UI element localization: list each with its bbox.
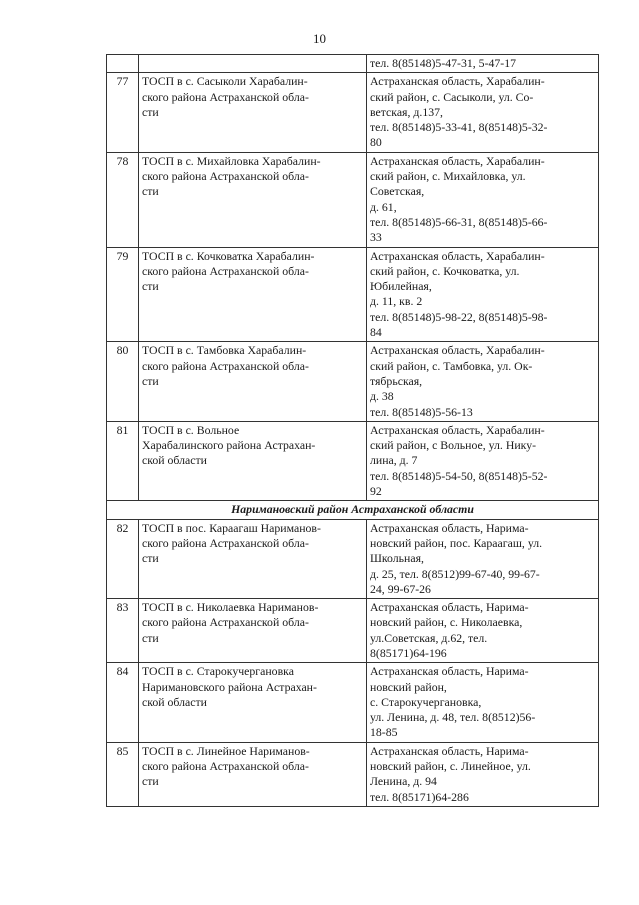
- name-line: сти: [142, 630, 159, 645]
- address-cell: [367, 342, 599, 421]
- address-cell: [367, 152, 599, 247]
- address-line: новский район, с. Линейное, ул.: [370, 759, 531, 774]
- address-line: д. 61,: [370, 199, 397, 214]
- address-line: д. 25, тел. 8(8512)99-67-40, 99-67-: [370, 566, 540, 581]
- name-cell: [139, 599, 367, 663]
- address-line: 80: [370, 135, 382, 150]
- table-row: [107, 663, 599, 742]
- address-line: Советская,: [370, 184, 425, 199]
- address-line: лина, д. 7: [370, 453, 418, 468]
- name-line: ТОСП в с. Кочковатка Харабалин-: [142, 248, 315, 263]
- name-line: ТОСП в с. Вольное: [142, 422, 240, 437]
- name-cell: [139, 152, 367, 247]
- number-cell: 77: [107, 73, 139, 152]
- address-line: ул. Ленина, д. 48, тел. 8(8512)56-: [370, 710, 536, 725]
- table-body-narimanov: [107, 519, 599, 806]
- page-number: 10: [313, 31, 326, 46]
- address-line: тел. 8(85171)64-286: [370, 789, 469, 804]
- table-row: [107, 73, 599, 152]
- address-cell: [367, 247, 599, 342]
- address-line: Астраханская область, Нарима-: [370, 743, 529, 758]
- section-row: [107, 501, 599, 519]
- name-line: ТОСП в с. Линейное Нариманов-: [142, 743, 310, 758]
- name-cell: [139, 519, 367, 598]
- address-line: д. 38: [370, 389, 394, 404]
- name-line: ского района Астраханской обла-: [142, 615, 309, 630]
- name-line: ского района Астраханской обла-: [142, 89, 309, 104]
- address-line: Астраханская область, Нарима-: [370, 600, 529, 615]
- name-line: ТОСП в с. Николаевка Нариманов-: [142, 600, 319, 615]
- address-line: д. 11, кв. 2: [370, 294, 423, 309]
- number-cell: 82: [107, 519, 139, 598]
- address-line: 92: [370, 484, 382, 499]
- table-row: [107, 742, 599, 806]
- address-line: 8(85171)64-196: [370, 645, 447, 660]
- name-line: ТОСП в пос. Караагаш Нариманов-: [142, 520, 321, 535]
- address-line: Астраханская область, Харабалин-: [370, 153, 545, 168]
- name-cell: [139, 342, 367, 421]
- number-cell: 81: [107, 421, 139, 500]
- address-line: 18-85: [370, 725, 398, 740]
- name-line: сти: [142, 184, 159, 199]
- address-line: ул.Советская, д.62, тел.: [370, 630, 488, 645]
- address-line: новский район, с. Николаевка,: [370, 615, 523, 630]
- number-cell: [107, 55, 139, 73]
- name-cell: [139, 742, 367, 806]
- number-cell: 79: [107, 247, 139, 342]
- name-line: ТОСП в с. Тамбовка Харабалин-: [142, 343, 307, 358]
- name-cell: [139, 663, 367, 742]
- name-line: ской области: [142, 694, 207, 709]
- name-line: сти: [142, 279, 159, 294]
- address-line: тел. 8(85148)5-47-31, 5-47-17: [370, 56, 517, 70]
- address-line: новский район,: [370, 679, 447, 694]
- address-line: Астраханская область, Нарима-: [370, 520, 529, 535]
- name-line: ского района Астраханской обла-: [142, 263, 309, 278]
- name-line: Харабалинского района Астрахан-: [142, 438, 316, 453]
- address-line: 84: [370, 325, 382, 340]
- name-line: Наримановского района Астрахан-: [142, 679, 317, 694]
- table-row: [107, 421, 599, 500]
- address-cell: [367, 73, 599, 152]
- table-row: [107, 342, 599, 421]
- name-cell: [139, 55, 367, 73]
- address-line: Астраханская область, Харабалин-: [370, 74, 545, 89]
- address-line: ветская, д.137,: [370, 104, 443, 119]
- address-cell: [367, 663, 599, 742]
- number-cell: 84: [107, 663, 139, 742]
- name-line: сти: [142, 373, 159, 388]
- number-cell: 80: [107, 342, 139, 421]
- address-line: Юбилейная,: [370, 279, 432, 294]
- address-line: тел. 8(85148)5-33-41, 8(85148)5-32-: [370, 120, 548, 135]
- address-line: Ленина, д. 94: [370, 774, 437, 789]
- address-cell: [367, 421, 599, 500]
- name-line: ТОСП в с. Старокучергановка: [142, 664, 294, 679]
- registry-table: [106, 54, 599, 807]
- address-line: Школьная,: [370, 551, 424, 566]
- table-row: [107, 519, 599, 598]
- address-line: ский район, с Вольное, ул. Нику-: [370, 438, 537, 453]
- name-cell: [139, 421, 367, 500]
- address-line: тел. 8(85148)5-66-31, 8(85148)5-66-: [370, 214, 548, 229]
- address-line: 33: [370, 230, 382, 245]
- name-line: ского района Астраханской обла-: [142, 169, 309, 184]
- address-cell: [367, 519, 599, 598]
- table-row: [107, 55, 599, 73]
- address-line: ский район, с. Тамбовка, ул. Ок-: [370, 358, 533, 373]
- name-cell: [139, 73, 367, 152]
- address-line: Астраханская область, Нарима-: [370, 664, 529, 679]
- name-line: сти: [142, 551, 159, 566]
- name-cell: [139, 247, 367, 342]
- name-line: ского района Астраханской обла-: [142, 535, 309, 550]
- address-line: тябрьская,: [370, 373, 423, 388]
- address-line: тел. 8(85148)5-56-13: [370, 404, 473, 419]
- table-row: [107, 247, 599, 342]
- address-line: с. Старокучергановка,: [370, 694, 482, 709]
- address-line: Астраханская область, Харабалин-: [370, 343, 545, 358]
- address-line: ский район, с. Сасыколи, ул. Со-: [370, 89, 534, 104]
- address-line: Астраханская область, Харабалин-: [370, 422, 545, 437]
- address-line: тел. 8(85148)5-98-22, 8(85148)5-98-: [370, 309, 548, 324]
- address-cell: [367, 55, 599, 73]
- section-header: Наримановский район Астраханской области: [107, 501, 599, 519]
- number-cell: 78: [107, 152, 139, 247]
- address-line: ский район, с. Кочковатка, ул.: [370, 263, 520, 278]
- name-line: ской области: [142, 453, 207, 468]
- name-line: ТОСП в с. Михайловка Харабалин-: [142, 153, 321, 168]
- address-line: 24, 99-67-26: [370, 581, 431, 596]
- address-line: ский район, с. Михайловка, ул.: [370, 169, 526, 184]
- table-body-kharabali: [107, 55, 599, 501]
- name-line: ТОСП в с. Сасыколи Харабалин-: [142, 74, 308, 89]
- name-line: ского района Астраханской обла-: [142, 759, 309, 774]
- table-row: [107, 599, 599, 663]
- address-cell: [367, 742, 599, 806]
- number-cell: 83: [107, 599, 139, 663]
- section-body: [107, 501, 599, 519]
- name-line: сти: [142, 104, 159, 119]
- table-row: [107, 152, 599, 247]
- address-cell: [367, 599, 599, 663]
- name-line: сти: [142, 774, 159, 789]
- address-line: тел. 8(85148)5-54-50, 8(85148)5-52-: [370, 468, 548, 483]
- address-line: Астраханская область, Харабалин-: [370, 248, 545, 263]
- address-line: новский район, пос. Караагаш, ул.: [370, 535, 543, 550]
- number-cell: 85: [107, 742, 139, 806]
- name-line: ского района Астраханской обла-: [142, 358, 309, 373]
